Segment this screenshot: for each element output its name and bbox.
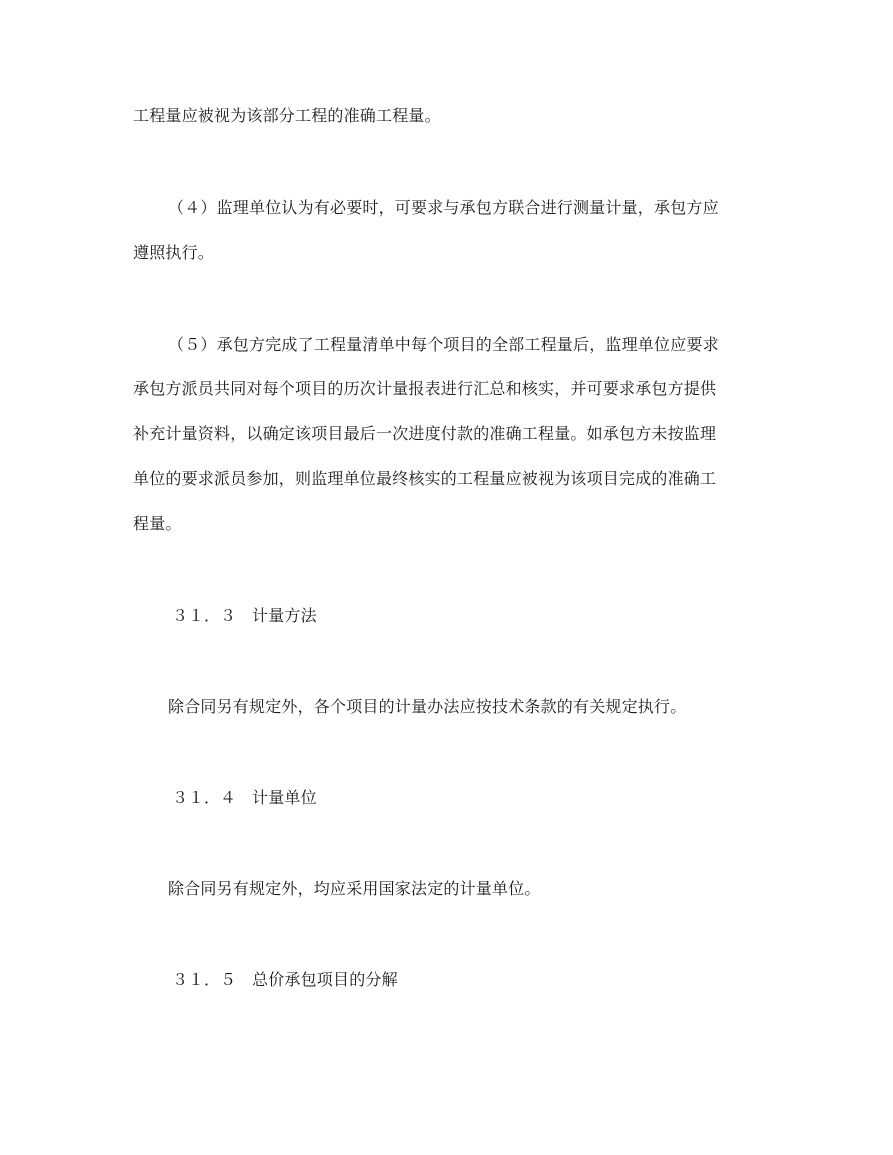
paragraph-line: 除合同另有规定外，各个项目的计量办法应按技术条款的有关规定执行。 [168,697,687,716]
section-heading [172,788,317,808]
paragraph-line: 工程量应被视为该部分工程的准确工程量。 [133,106,441,125]
section-title: 总价承包项目的分解 [252,970,398,989]
paragraph-line: （４）监理单位认为有必要时，可要求与承包方联合进行测量计量，承包方应 [168,198,719,217]
paragraph-line: 程量。 [133,514,182,533]
paragraph-line: 承包方派员共同对每个项目的历次计量报表进行汇总和核实，并可要求承包方提供 [133,379,717,398]
paragraph-line: 遵照执行。 [133,243,215,262]
section-heading [172,606,317,626]
section-title: 计量单位 [252,788,317,807]
section-number: ３１．４ [172,788,237,807]
section-number: ３１．３ [172,606,237,625]
paragraph-line: （５）承包方完成了工程量清单中每个项目的全部工程量后，监理单位应要求 [168,335,719,354]
section-number: ３１．５ [172,970,237,989]
paragraph-line: 单位的要求派员参加，则监理单位最终核实的工程量应被视为该项目完成的准确工 [133,469,717,488]
paragraph-line: 除合同另有规定外，均应采用国家法定的计量单位。 [168,879,541,898]
section-title: 计量方法 [252,606,317,625]
section-heading [172,970,398,990]
paragraph-line: 补充计量资料，以确定该项目最后一次进度付款的准确工程量。如承包方未按监理 [133,424,717,443]
